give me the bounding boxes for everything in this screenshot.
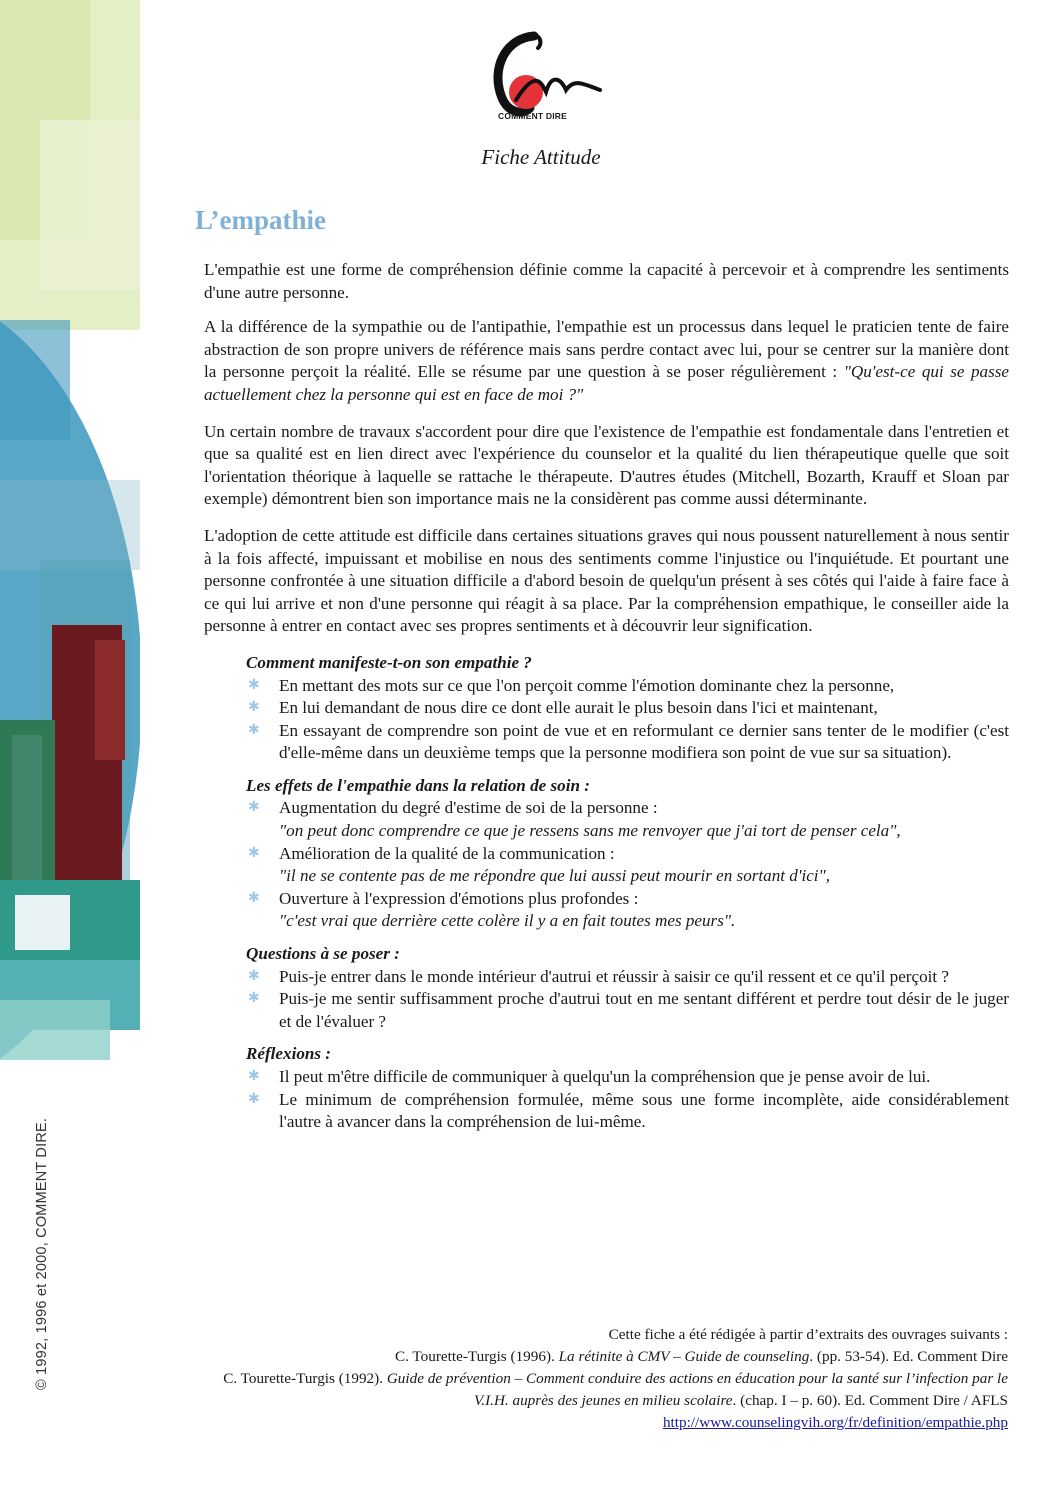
paragraph: L'adoption de cette attitude est difficile dans certaines situations graves qui nous poussent naturellement à nous sentir à la fois affecté, impuissant et mobilise en nous des sentiments comme l'injustice ou l'inquiétude. Et pourtant une personne confrontée à une situation difficile a d'abord besoin de quelqu'un présent à ses côtés qui l'aide à faire face à ce qui lui arrive et non d'une personne qui réagit à sa place. Par la compréhension empathique, le conseiller aide la personne à entrer en contact avec ses propres sentiments et à découvrir leur signification. <box>204 525 1009 636</box>
list-item: ✱ Puis-je me sentir suffisamment proche d'autrui tout en me sentant différent et perdre tout désir de le juger et de l'évaluer ? <box>248 989 1009 1031</box>
bullet-icon: ✱ <box>248 845 260 861</box>
question-quote: "Qu'est-ce qui se passe actuellement chez la personne qui est en face de moi ?" <box>204 362 1009 404</box>
bullet-icon: ✱ <box>248 991 260 1007</box>
section-heading: Réflexions : <box>246 1044 331 1064</box>
sources-intro: Cette fiche a été rédigée à partir d’extraits des ouvrages suivants : <box>608 1326 1008 1343</box>
list-item: ✱ Amélioration de la qualité de la communication : "il ne se contente pas de me répondre que lui aussi peut mourir en sortant d'ici", <box>279 843 1009 888</box>
list-item: ✱ Le minimum de compréhension formulée, même sous une forme incomplète, aide considérablement l'autre à avancer dans la compréhension de lui-même. <box>248 1089 1009 1132</box>
document-subtitle: Fiche Attitude <box>481 145 601 169</box>
paragraph: A la différence de la sympathie ou de l'antipathie, l'empathie est un processus dans lequel le praticien tente de faire abstraction de son propre univers de référence mais sans perdre contact avec lui, pour se centrer sur la manière dont la personne perçoit la réalité. Elle se résume par une question à se poser régulièrement : "Qu'est-ce qui se passe actuellement chez la personne qui est en face de moi ?" <box>204 317 1009 404</box>
bullet-list <box>204 1066 1009 1134</box>
source-reference: C. Tourette-Turgis (1992). Guide de prévention – Comment conduire des actions en éducation pour la santé sur l’infection par le V.I.H. auprès des jeunes en milieu scolaire. (chap. I – p. 60). Ed. Comment Dire / AFLS <box>223 1370 1008 1409</box>
paragraph: L'empathie est une forme de compréhension définie comme la capacité à percevoir et à comprendre les sentiments d'une autre personne. <box>204 260 1009 302</box>
source-link[interactable]: http://www.counselingvih.org/fr/definition/empathie.php <box>662 1414 1008 1431</box>
quote: "il ne se contente pas de me répondre que lui aussi peut mourir en sortant d'ici", <box>279 866 831 886</box>
list-item: ✱ Il peut m'être difficile de communiquer à quelqu'un la compréhension que je pense avoir de lui. <box>279 1066 1009 1089</box>
source-reference: C. Tourette-Turgis (1996). La rétinite à CMV – Guide de counseling. (pp. 53-54). Ed. Comment Dire <box>394 1348 1008 1365</box>
document-title: L’empathie <box>195 205 327 235</box>
list-item: ✱ Augmentation du degré d'estime de soi de la personne : "on peut donc comprendre ce que je ressens sans me renvoyer que j'ai tort de penser cela", <box>279 797 1009 842</box>
paragraph: Un certain nombre de travaux s'accordent pour dire que l'existence de l'empathie est fondamentale dans l'entretien et que sa qualité est en lien direct avec l'expérience du counselor et la qualité du lien thérapeutique quelle que soit l'orientation théorique à laquelle se rattache le thérapeute. D'autres études (Mitchell, Bozarth, Krauff et Sloan par exemple) démontrent bien son importance mais ne la considèrent pas comme aussi déterminante. <box>204 421 1009 509</box>
quote: "c'est vrai que derrière cette colère il y a en fait toutes mes peurs". <box>279 911 736 931</box>
list-item: ✱ Ouverture à l'expression d'émotions plus profondes : "c'est vrai que derrière cette colère il y a en fait toutes mes peurs". <box>279 888 1009 933</box>
bullet-list <box>204 675 1009 765</box>
list-item: ✱ En lui demandant de nous dire ce dont elle aurait le plus besoin dans l'ici et maintenant, <box>279 697 1009 720</box>
bullet-icon: ✱ <box>248 700 260 716</box>
logo-text: COMMENT DIRE <box>498 111 567 121</box>
list-item: ✱ Puis-je entrer dans le monde intérieur d'autrui et réussir à saisir ce qu'il ressent et ce qu'il perçoit ? <box>279 966 1009 989</box>
list-item: ✱ En essayant de comprendre son point de vue et en reformulant ce dernier sans tenter de le modifier (c'est d'elle-même dans un deuxième temps que la personne modifiera son point de vue sur sa situation). <box>248 720 1009 763</box>
quote: "on peut donc comprendre ce que je ressens sans me renvoyer que j'ai tort de penser cela", <box>279 821 901 841</box>
sources-block <box>188 1324 1008 1434</box>
bullet-icon: ✱ <box>248 800 260 816</box>
section-heading: Comment manifeste-t-on son empathie ? <box>246 652 532 672</box>
section-heading: Questions à se poser : <box>246 944 400 964</box>
section-heading: Les effets de l'empathie dans la relation de soin : <box>246 775 590 795</box>
bullet-icon: ✱ <box>248 1091 260 1107</box>
bullet-icon: ✱ <box>248 677 260 693</box>
main-content <box>204 259 1009 1144</box>
bullet-list <box>204 797 1009 933</box>
bullet-list <box>204 966 1009 1034</box>
bullet-icon: ✱ <box>248 1069 260 1084</box>
bullet-icon: ✱ <box>248 890 260 906</box>
bullet-icon: ✱ <box>248 968 260 984</box>
copyright-notice: © 1992, 1996 et 2000, COMMENT DIRE. <box>34 1117 50 1390</box>
list-item: ✱ En mettant des mots sur ce que l'on perçoit comme l'émotion dominante chez la personne, <box>279 675 1009 698</box>
bullet-icon: ✱ <box>248 722 260 738</box>
